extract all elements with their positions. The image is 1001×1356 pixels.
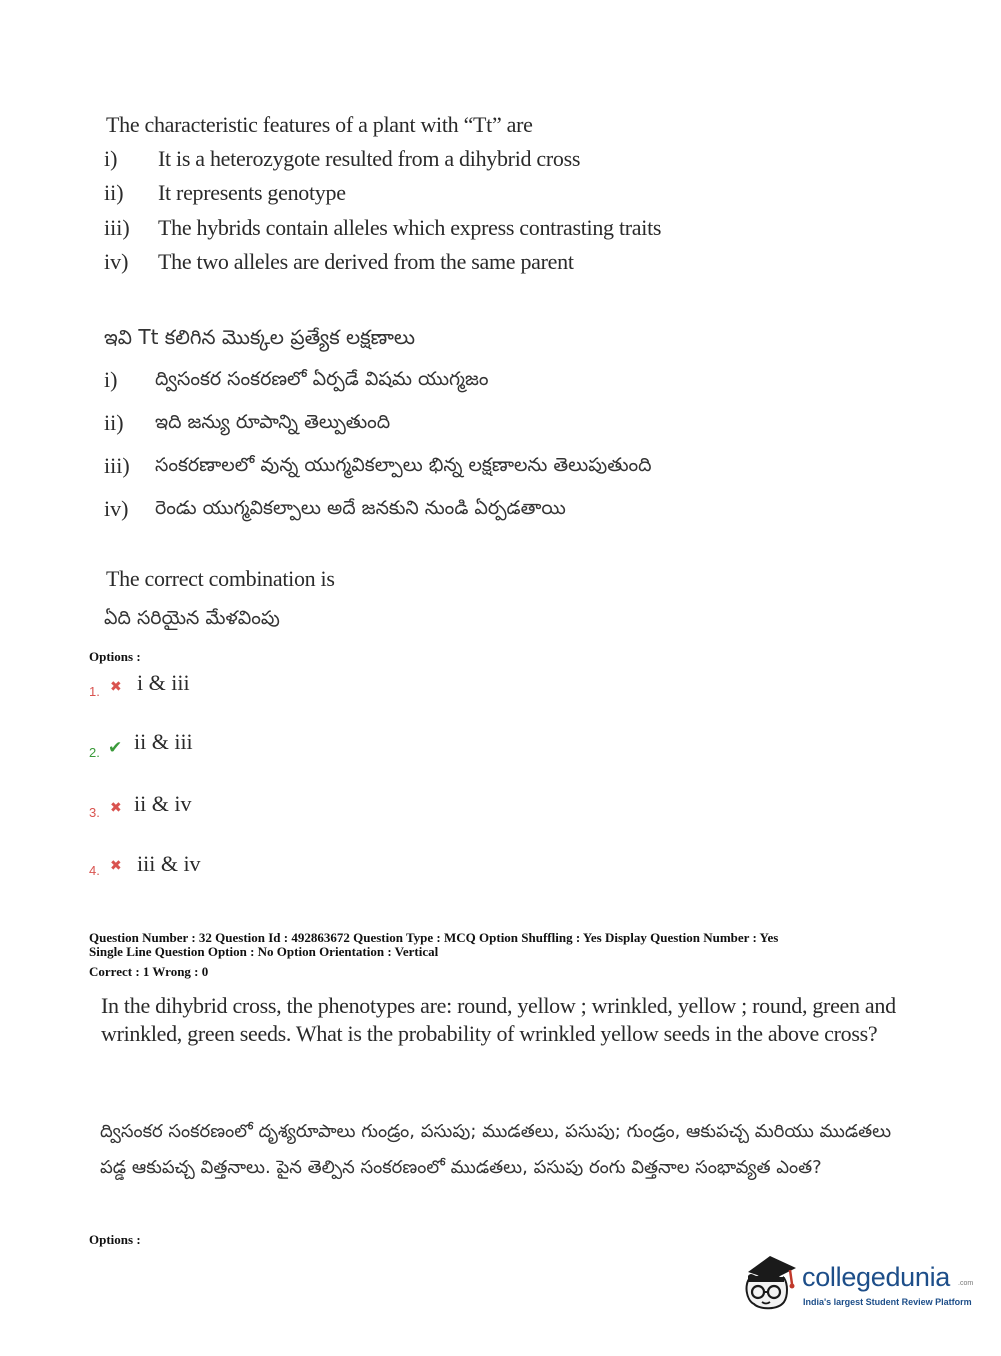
question-stem-te: ద్విసంకర సంకరణంలో దృశ్యరూపాలు గుండ్రం, పసుపు; ముడతలు, పసుపు; గుండ్రం, ఆకుపచ్చ మరియు ముడతలు పడ్డ ఆకుపచ్చ విత్తనాలు. పైన తెల్పిన సంకరణంలో ముడతలు, పసుపు రంగు విత్తనాల సంభావ్యత ఎంత? [100, 1121, 892, 1178]
statement-number: ii) [104, 410, 124, 435]
question-stem-en: The characteristic features of a plant with “Tt” are [106, 112, 533, 137]
statement-text: It represents genotype [158, 180, 346, 205]
statement-number: ii) [104, 180, 124, 205]
option-2[interactable] [89, 729, 289, 764]
option-number: 3. [89, 805, 100, 820]
statement-text-te: ద్విసంకర సంకరణలో ఏర్పడే విషమ యుగ్మజం [155, 368, 489, 390]
statement-number: i) [104, 367, 118, 392]
statement-text: The two alleles are derived from the same parent [158, 249, 574, 274]
option-text: i & iii [137, 670, 190, 695]
question-score-line: Correct : 1 Wrong : 0 [89, 964, 209, 979]
combination-prompt-en: The correct combination is [106, 566, 335, 591]
statement-text: The hybrids contain alleles which express contrasting traits [158, 215, 662, 240]
option-text: ii & iv [134, 791, 192, 816]
wrong-mark-icon: ✖ [110, 858, 122, 874]
option-number: 2. [89, 745, 100, 760]
statement-number: i) [104, 146, 118, 171]
statement-number: iii) [104, 453, 130, 478]
question-stem-en: In the dihybrid cross, the phenotypes are: round, yellow ; wrinkled, yellow ; round, green and wrinkled, green seeds. What is the probability of wrinkled yellow seeds in the above cross? [101, 993, 896, 1046]
option-text: iii & iv [137, 851, 201, 876]
statement-number: iv) [104, 496, 129, 521]
logo-tagline: India's largest Student Review Platform [803, 1297, 972, 1307]
statement-number: iv) [104, 249, 129, 274]
collegedunia-logo[interactable] [740, 1246, 974, 1318]
combination-prompt-te: ఏది సరియైన మేళవింపు [104, 607, 280, 629]
statement-text: It is a heterozygote resulted from a dihybrid cross [158, 146, 581, 171]
wrong-mark-icon: ✖ [110, 679, 122, 695]
option-3[interactable] [89, 793, 289, 825]
options-label: Options : [89, 1232, 141, 1247]
question-meta-line: Question Number : 32 Question Id : 492863672 Question Type : MCQ Option Shuffling : Yes Display Question Number : Yes [89, 930, 779, 945]
statement-text-te: సంకరణాలలో వున్న యుగ్మవికల్పాలు భిన్న లక్షణాలను తెలుపుతుంది [155, 454, 652, 476]
wrong-mark-icon: ✖ [110, 800, 122, 816]
mascot-icon [740, 1250, 800, 1312]
correct-check-icon: ✔ [108, 738, 123, 758]
statement-number: iii) [104, 215, 130, 240]
question-stem-te: ఇవి Tt కలిగిన మొక్కల ప్రత్యేక లక్షణాలు [104, 325, 416, 349]
statement-text-te: ఇది జన్యు రూపాన్ని తెల్పుతుంది [155, 411, 391, 433]
option-1[interactable] [89, 672, 289, 704]
option-text: ii & iii [134, 729, 193, 754]
statement-text-te: రెండు యుగ్మవికల్పాలు అదే జనకుని నుండి ఏర్పడతాయి [155, 497, 566, 519]
option-4[interactable] [89, 851, 289, 883]
logo-suffix: .com [958, 1280, 974, 1287]
logo-name: collegedunia [802, 1262, 951, 1292]
option-number: 4. [89, 863, 100, 878]
option-number: 1. [89, 684, 100, 699]
question-meta-line: Single Line Question Option : No Option Orientation : Vertical [89, 944, 439, 959]
options-label: Options : [89, 649, 141, 664]
